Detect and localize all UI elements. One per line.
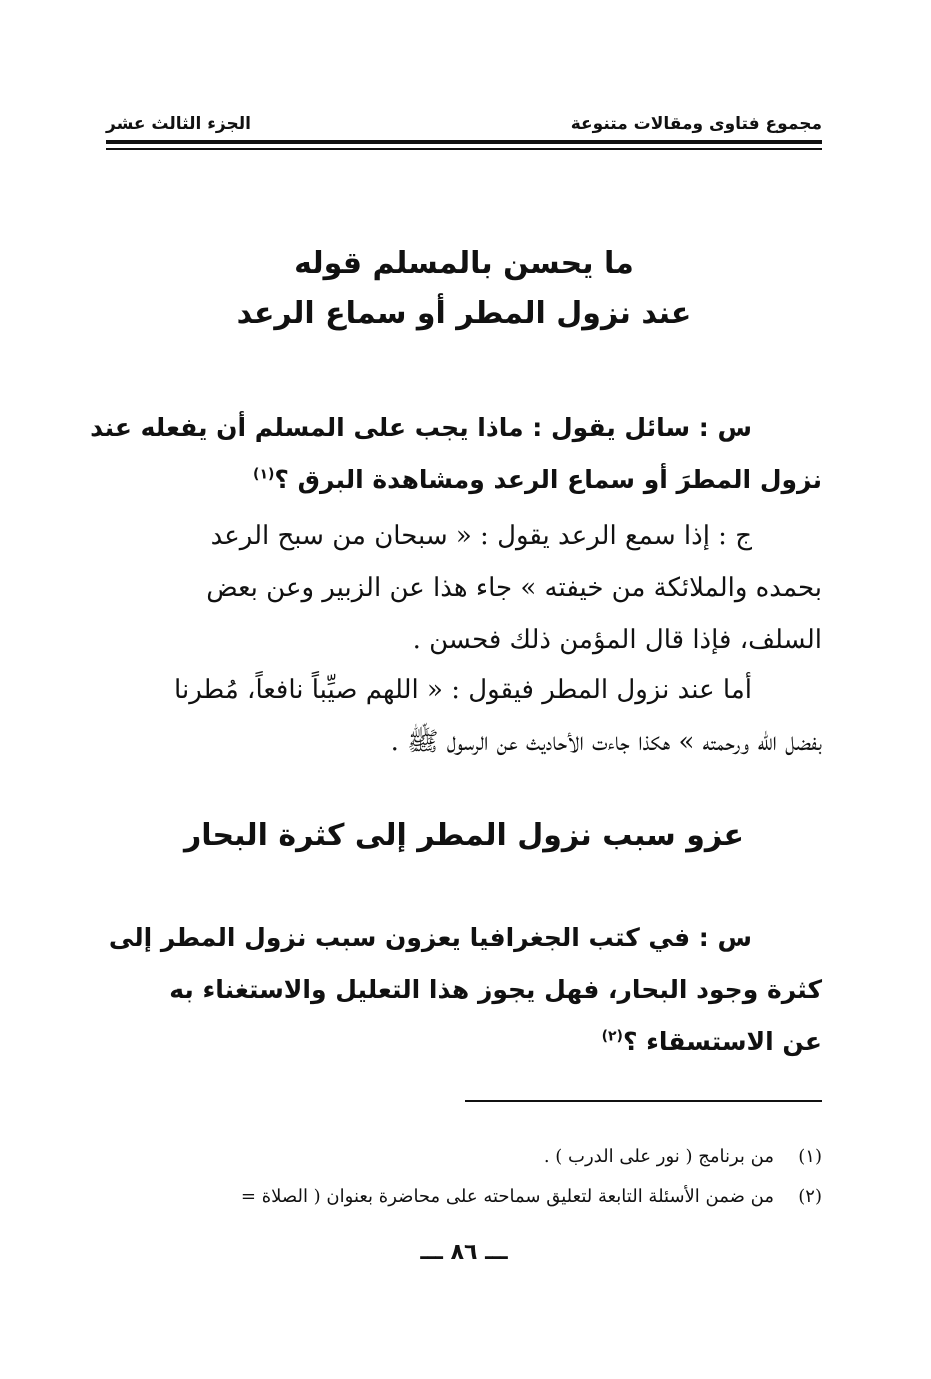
section1-answer-continued [106, 664, 822, 768]
section1-question [90, 402, 822, 506]
footnote-text: من برنامج ( نور على الدرب ) . [543, 1146, 774, 1167]
footnote-2 [106, 1180, 822, 1214]
section1-answer2-line: بفضل الله ورحمته » هكذا جاءت الأحاديث عن الرسول ﷺ . [390, 727, 822, 757]
footnote-number: (٢) [798, 1186, 822, 1207]
footnote-ref[interactable]: (١) [253, 466, 275, 483]
footnote-1 [106, 1140, 822, 1174]
section1-answer-line: ج : إذا سمع الرعد يقول : « سبحان من سبح الرعد [210, 521, 752, 551]
section2-title: عزو سبب نزول المطر إلى كثرة البحار [183, 818, 745, 853]
section1-answer-line: السلف، فإذا قال المؤمن ذلك فحسن . [412, 625, 822, 655]
section2-question-line: عن الاستسقاء ؟$^{(٢)}$ [601, 1027, 822, 1056]
header-rule-thick [106, 140, 822, 144]
section1-question-line: س : سائل يقول : ماذا يجب على المسلم أن يفعله عند [90, 413, 752, 442]
section1-answer2-line: أما عند نزول المطر فيقول : « اللهم صيِّباً نافعاً، مُطرنا [174, 675, 752, 705]
footnote-number: (١) [798, 1146, 822, 1167]
footnote-text: من ضمن الأسئلة التابعة لتعليق سماحته على محاضرة بعنوان ( الصلاة = [240, 1186, 774, 1207]
running-header [106, 108, 822, 138]
section1-answer-line: بحمده والملائكة من خيفته » جاء هذا عن الزبير وعن بعض [206, 573, 822, 603]
section2-question-line: س : في كتب الجغرافيا يعزون سبب نزول المطر إلى [108, 923, 752, 952]
section1-answer [106, 510, 822, 666]
section2-question-line: كثرة وجود البحار، فهل يجوز هذا التعليل والاستغناء به [169, 975, 822, 1004]
header-rule-thin [106, 148, 822, 150]
section1-title-line2: عند نزول المطر أو سماع الرعد [236, 296, 692, 331]
book-title: مجموع فتاوى ومقالات متنوعة [570, 114, 822, 134]
footnote-separator [465, 1100, 822, 1102]
footnote-ref[interactable]: (٢) [601, 1028, 623, 1045]
section2-question [106, 912, 822, 1068]
section1-title-line1: ما يحسن بالمسلم قوله [294, 246, 634, 281]
page-number: ـــ ٨٦ ـــ [420, 1240, 508, 1265]
section1-question-line: نزول المطرَ أو سماع الرعد ومشاهدة البرق ؟$^{(١)}$ [253, 465, 822, 494]
volume-label: الجزء الثالث عشر [106, 114, 251, 134]
